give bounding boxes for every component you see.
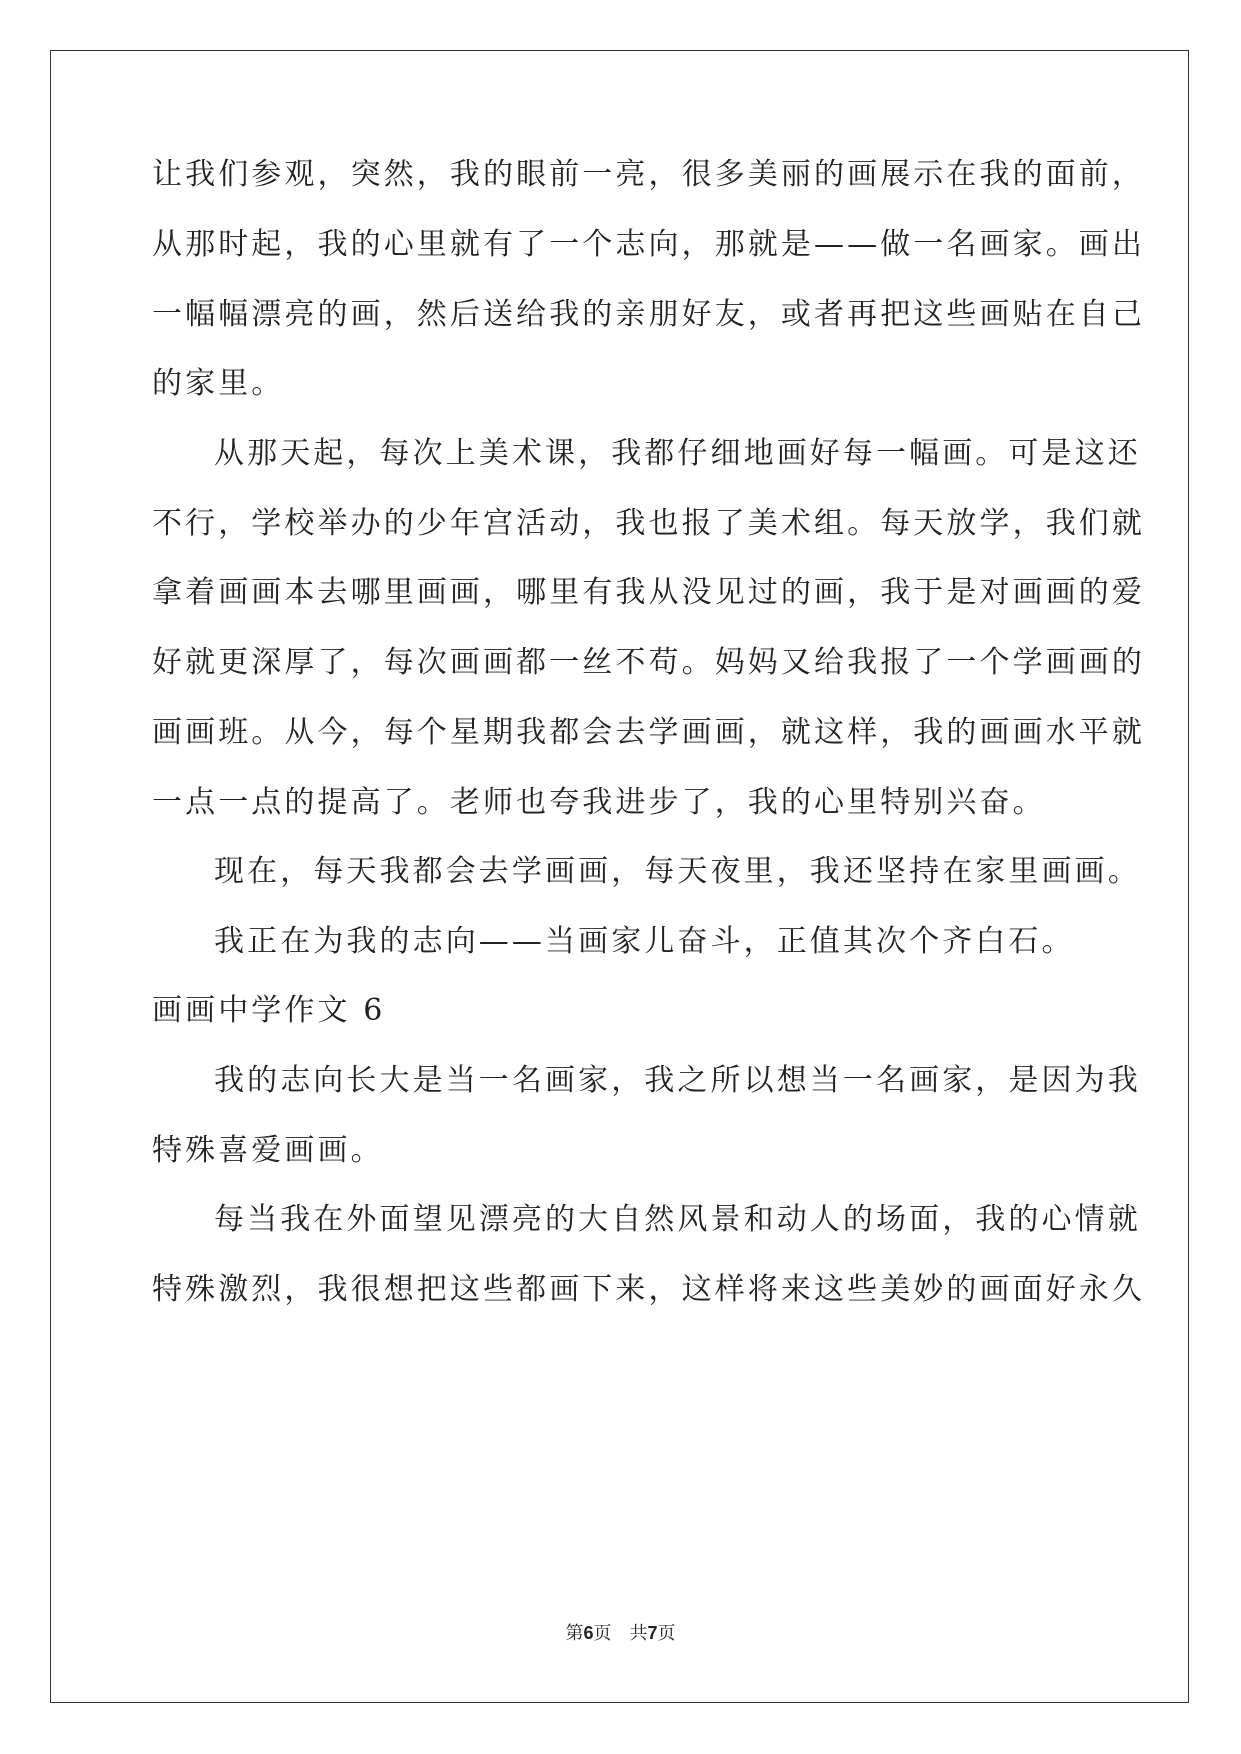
footer-page-current: 6 [583, 1623, 594, 1643]
text-line: 拿着画画本去哪里画画，哪里有我从没见过的画，我于是对画画的爱 [152, 575, 1145, 610]
paragraph-start-line: 我正在为我的志向——当画家儿奋斗，正值其次个齐白石。 [214, 924, 1075, 959]
text-line: 让我们参观，突然，我的眼前一亮，很多美丽的画展示在我的面前， [152, 157, 1145, 192]
section-heading: 画画中学作文 6 [152, 993, 386, 1028]
text-line: 不行，学校举办的少年宫活动，我也报了美术组。每天放学，我们就 [152, 506, 1145, 541]
footer-total-prefix: 共 [629, 1623, 648, 1644]
footer-page-suffix: 页 [593, 1623, 612, 1644]
paragraph-start-line: 从那天起，每次上美术课，我都仔细地画好每一幅画。可是这还 [214, 436, 1141, 471]
paragraph-start-line: 每当我在外面望见漂亮的大自然风景和动人的场面，我的心情就 [214, 1202, 1141, 1237]
footer-page-total: 7 [647, 1623, 658, 1643]
text-line: 特殊激烈，我很想把这些都画下来，这样将来这些美妙的画面好永久 [152, 1272, 1145, 1307]
page-footer [0, 1621, 1241, 1646]
text-line: 一幅幅漂亮的画，然后送给我的亲朋好友，或者再把这些画贴在自己 [152, 297, 1145, 332]
footer-total-suffix: 页 [657, 1623, 676, 1644]
text-line: 画画班。从今，每个星期我都会去学画画，就这样，我的画画水平就 [152, 715, 1145, 750]
text-line: 好就更深厚了，每次画画都一丝不苟。妈妈又给我报了一个学画画的 [152, 645, 1145, 680]
paragraph-start-line: 现在，每天我都会去学画画，每天夜里，我还坚持在家里画画。 [214, 854, 1141, 889]
footer-page-prefix: 第 [565, 1623, 584, 1644]
text-line: 从那时起，我的心里就有了一个志向，那就是——做一名画家。画出 [152, 227, 1145, 262]
text-line: 一点一点的提高了。老师也夸我进步了，我的心里特别兴奋。 [152, 785, 1046, 820]
paragraph-start-line: 我的志向长大是当一名画家，我之所以想当一名画家，是因为我 [214, 1063, 1141, 1098]
text-line: 特殊喜爱画画。 [152, 1133, 384, 1168]
text-line: 的家里。 [152, 366, 285, 401]
